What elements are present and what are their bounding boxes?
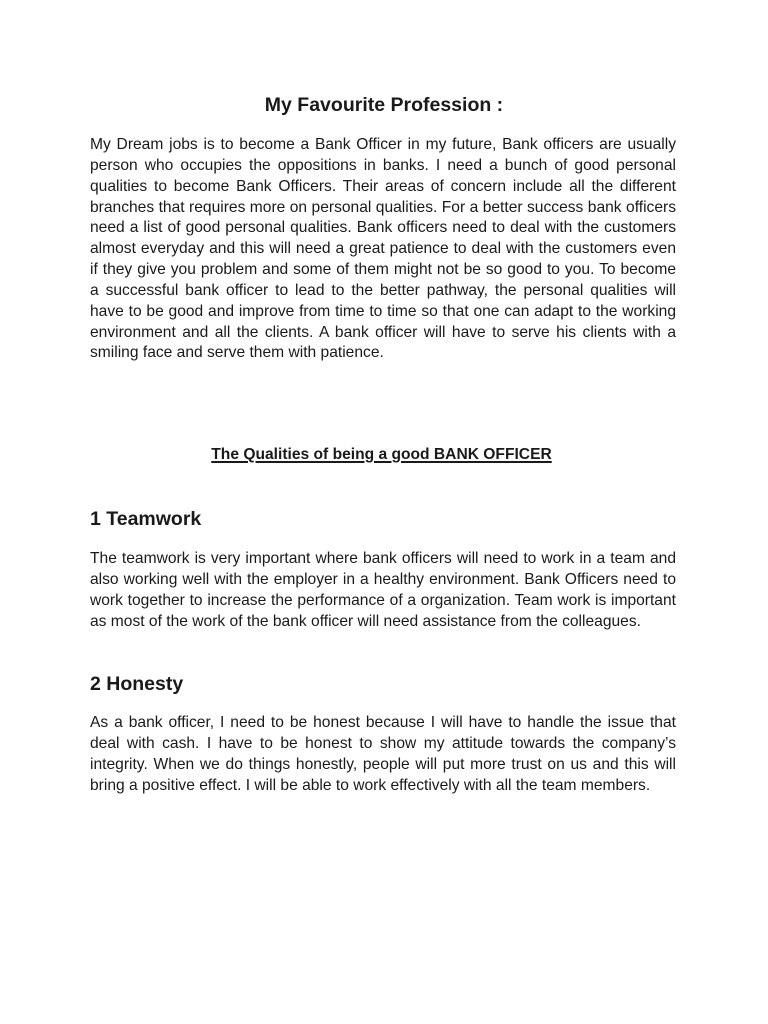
- section-body-teamwork: The teamwork is very important where bank officers will need to work in a team and also working well with the employer in a healthy environment. Bank Officers need to work together to increase the performance of a organization. Team work is important as most of the work of the bank officer will need assistance from the colleagues.: [90, 550, 676, 630]
- qualities-heading-text: The Qualities of being a good BANK OFFICER: [211, 446, 552, 463]
- page-title: My Favourite Profession :: [264, 94, 504, 116]
- section-body-honesty: As a bank officer, I need to be honest because I will have to handle the issue that deal with cash. I have to be honest to show my attitude towards the company’s integrity. When we do things honestly, people will put more trust on us and this will bring a positive effect. I will be able to work effectively with all the team members.: [90, 714, 676, 794]
- section-heading-teamwork: 1 Teamwork: [90, 508, 202, 530]
- section-heading-honesty: 2 Honesty: [90, 673, 184, 695]
- qualities-heading: [0, 445, 768, 465]
- intro-paragraph: My Dream jobs is to become a Bank Officer in my future, Bank officers are usually person who occupies the oppositions in banks. I need a bunch of good personal qualities to become Bank Officers. Their areas of concern include all the different branches that requires more on personal qualities. For a better success bank officers need a list of good personal qualities. Bank officers need to deal with the customers almost everyday and this will need a great patience to deal with the customers even if they give you problem and some of them might not be so good to you. To become a successful bank officer to lead to the better pathway, the personal qualities will have to be good and improve from time to time so that one can adapt to the working environment and all the clients. A bank officer will have to serve his clients with a smiling face and serve them with patience.: [90, 136, 676, 362]
